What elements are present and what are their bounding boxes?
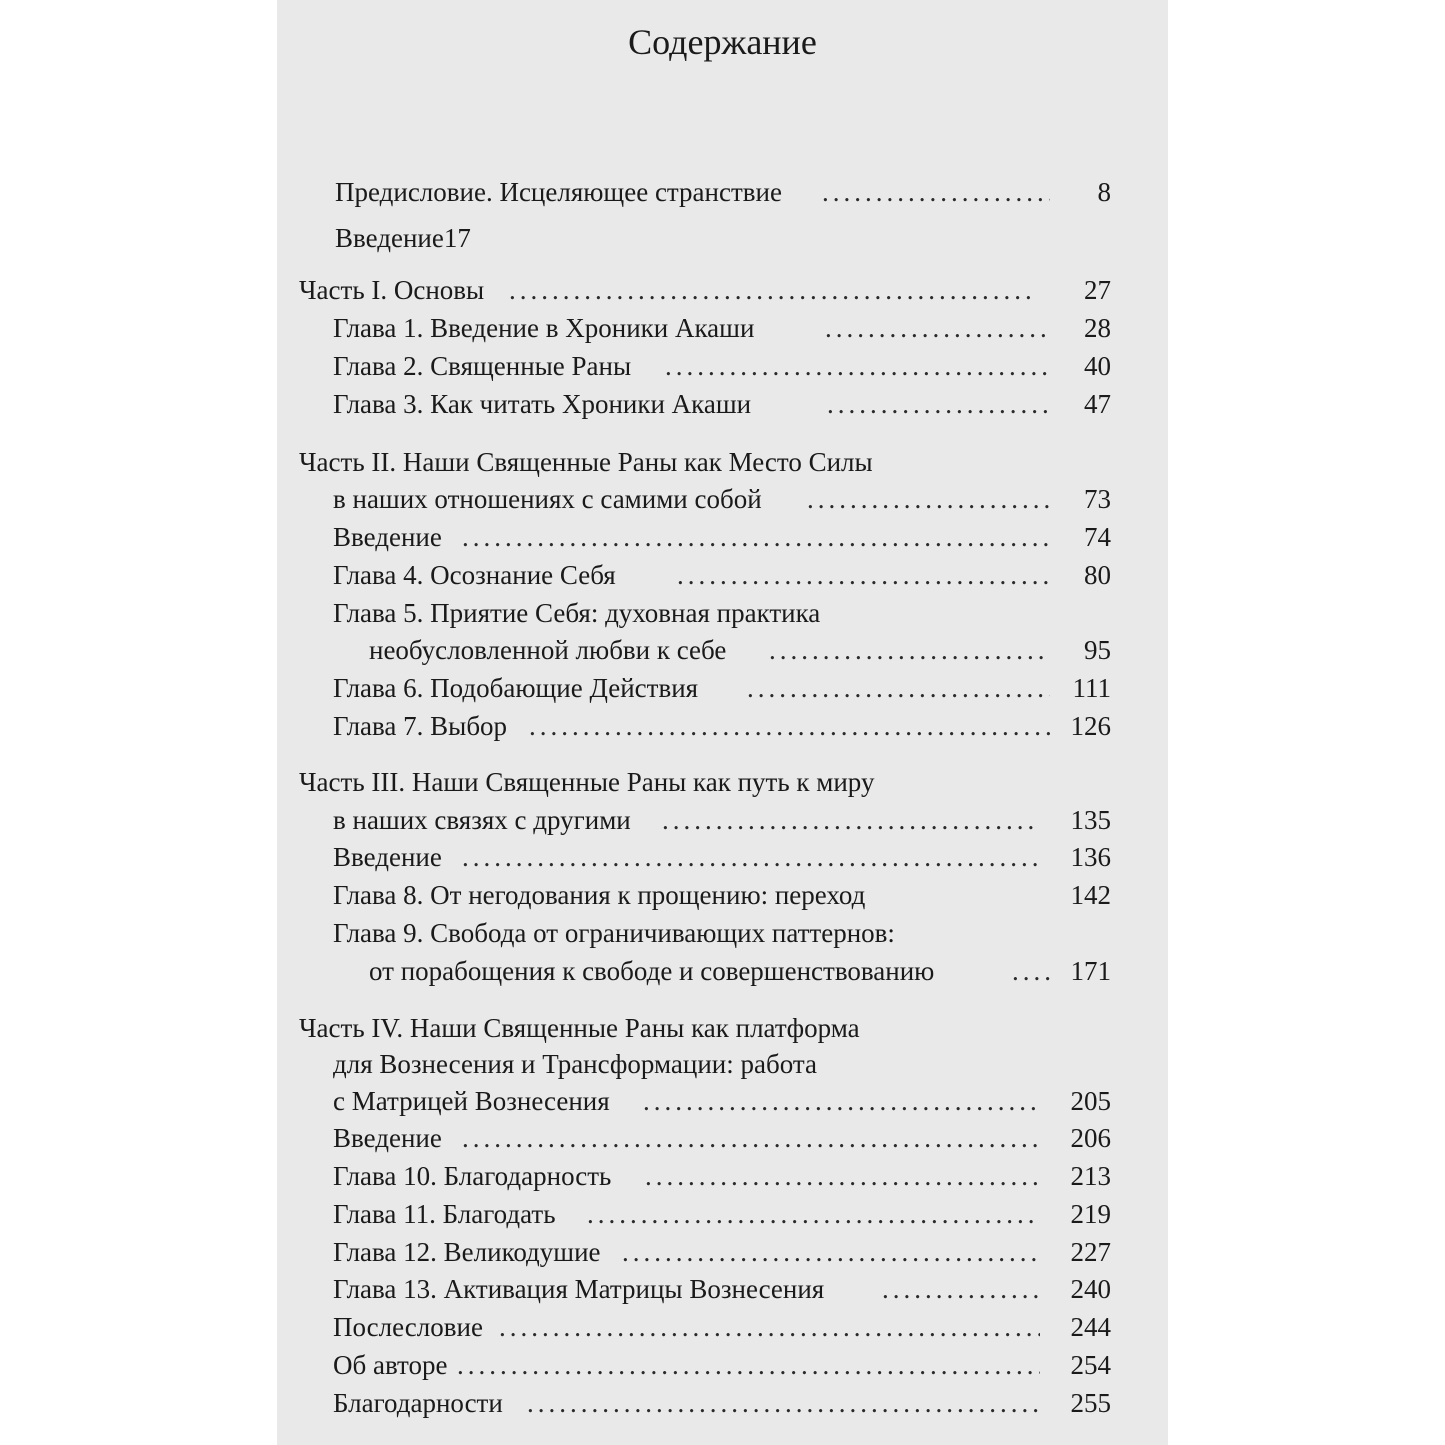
toc-entry [277,1120,1168,1156]
leader-dots [882,1271,1040,1307]
toc-entry [277,839,1168,875]
leader-dots [677,557,1050,593]
toc-entry-text: Об авторе [333,1350,448,1380]
toc-entry-text: Предисловие. Исцеляющее странствие [335,177,782,207]
toc-entry [277,670,1168,706]
toc-entry-text: Глава 9. Свобода от ограничивающих паттернов: [333,918,895,948]
toc-entry [277,802,1168,838]
toc-entry [277,557,1168,593]
toc-entry-text: Глава 4. Осознание Себя [333,560,616,590]
leader-dots [747,670,1050,706]
toc-page-number: 28 [1084,313,1111,343]
toc-page-number: 206 [1070,1123,1111,1153]
leader-dots [587,1196,1040,1232]
toc-entry [277,386,1168,422]
toc-entry-text: Послесловие [333,1312,483,1342]
toc-entry-text: Часть III. Наши Священные Раны как путь к миру [299,767,875,797]
leader-dots [622,1234,1040,1270]
leader-dots [665,348,1050,384]
toc-entry-text: Введение [333,522,442,552]
leader-dots [462,519,1050,555]
toc-entry [277,1234,1168,1270]
toc-entry-text: Глава 13. Активация Матрицы Вознесения [333,1274,825,1304]
toc-entry [277,1196,1168,1232]
toc-page-number: 27 [1084,275,1111,305]
leader-dots [827,386,1050,422]
toc-entry-text: Введение [333,842,442,872]
toc-entry-text: Глава 5. Приятие Себя: духовная практика [333,598,821,628]
toc-entry-text: Введение [333,1123,442,1153]
toc-entry-text: Глава 1. Введение в Хроники Акаши [333,313,755,343]
leader-dots [662,802,1040,838]
toc-part-entry [277,272,1168,308]
toc-entry [277,915,1168,951]
leader-dots [529,708,1050,744]
leader-dots [769,632,1050,668]
leader-dots [527,1385,1040,1421]
toc-page-number: 126 [1070,711,1111,741]
toc-entry-text: Глава 11. Благодать [333,1199,556,1229]
toc-entry [277,595,1168,631]
toc-page-number: 136 [1070,842,1111,872]
toc-page-number: 74 [1084,522,1111,552]
toc-page-number: 254 [1070,1350,1111,1380]
toc-page-number: 240 [1070,1274,1111,1304]
toc-entry [277,708,1168,744]
toc-entry-text: Часть IV. Наши Священные Раны как платформа [299,1013,860,1043]
leader-dots [457,1347,1040,1383]
toc-page-number: 111 [1072,673,1111,703]
toc-entry-text: в наших связях с другими [333,805,631,835]
toc-entry-text: Глава 8. От негодования к прощению: переход [333,880,866,910]
leader-dots [509,272,1037,308]
toc-entry-text: Глава 10. Благодарность [333,1161,612,1191]
toc-entry-text: от порабощения к свободе и совершенствованию [369,956,935,986]
toc-entry [277,1271,1168,1307]
toc-page-number: 213 [1070,1161,1111,1191]
toc-page-number: 227 [1070,1237,1111,1267]
toc-page-number: 219 [1070,1199,1111,1229]
toc-entry-text: Глава 6. Подобающие Действия [333,673,699,703]
toc-entry-text: с Матрицей Вознесения [333,1086,610,1116]
toc-part-entry [277,444,1168,480]
leader-dots [807,481,1050,517]
toc-entry-text: Введение17 [335,223,471,253]
toc-entry-text: Часть I. Основы [299,275,485,305]
toc-entry [277,1309,1168,1345]
leader-dots [462,1120,1040,1156]
toc-entry-text: Часть II. Наши Священные Раны как Место Силы [299,447,873,477]
toc-page-number: 244 [1070,1312,1111,1342]
toc-entry [277,953,1168,989]
leader-dots [825,310,1050,346]
toc-entry [277,877,1168,913]
toc-entry [277,310,1168,346]
toc-page-number: 47 [1084,389,1111,419]
toc-entry [277,1347,1168,1383]
toc-entry-text: Глава 3. Как читать Хроники Акаши [333,389,752,419]
toc-page-number: 255 [1070,1388,1111,1418]
toc-entry [277,481,1168,517]
toc-page-number: 73 [1084,484,1111,514]
toc-entry-text: необусловленной любви к себе [369,635,727,665]
leader-dots [643,1083,1040,1119]
toc-entry-text: Глава 7. Выбор [333,711,508,741]
toc-page-number: 95 [1084,635,1111,665]
toc-entry-text: Благодарности [333,1388,503,1418]
toc-entry [277,1046,1168,1082]
toc-entry [277,632,1168,668]
toc-entry-text: в наших отношениях с самими собой [333,484,762,514]
toc-part-entry [277,1010,1168,1046]
toc-page-number: 80 [1084,560,1111,590]
toc-entry [277,1158,1168,1194]
toc-entry [277,1083,1168,1119]
toc-page-number: 142 [1070,880,1111,910]
toc-page-number: 205 [1070,1086,1111,1116]
leader-dots [822,174,1050,210]
toc-page-number: 135 [1070,805,1111,835]
leader-dots [499,1309,1040,1345]
toc-part-entry [277,764,1168,800]
leader-dots [645,1158,1040,1194]
toc-entry-text: Глава 12. Великодушие [333,1237,601,1267]
book-page [277,0,1168,1445]
toc-entry-text: Глава 2. Священные Раны [333,351,632,381]
leader-dots [462,839,1040,875]
toc-entry [277,1385,1168,1421]
toc-entry [277,519,1168,555]
leader-dots [1012,953,1050,989]
toc-page-number: 40 [1084,351,1111,381]
toc-entry [277,348,1168,384]
toc-title: Содержание [628,22,817,62]
toc-page-number: 8 [1097,177,1111,207]
toc-entry [277,174,1168,210]
toc-entry-text: для Вознесения и Трансформации: работа [333,1049,817,1079]
toc-page-number: 171 [1070,956,1111,986]
toc-entry [277,220,1168,256]
